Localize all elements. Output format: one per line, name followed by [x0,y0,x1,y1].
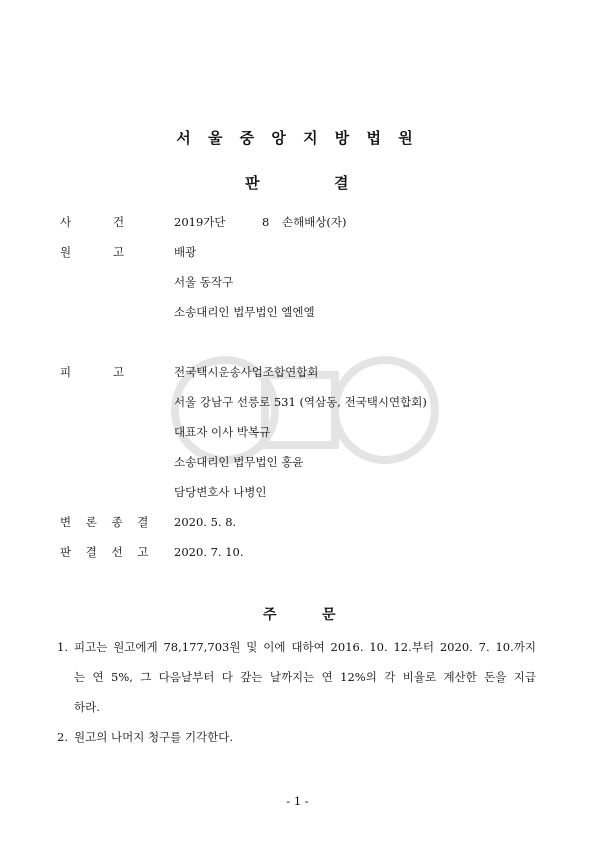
plaintiff-address: 서울 동작구 [174,275,234,289]
order-heading-char-1: 주 [263,607,277,623]
plaintiff-label-2: 고 [113,245,125,259]
case-label-1: 사 [60,215,72,229]
defendant-label-2: 고 [113,365,125,379]
defendant-attorney: 담당변호사 나병인 [174,485,267,499]
order-1-line-2: 는 연 5%, 그 다음날부터 다 갚는 날까지는 연 12%의 각 비율로 계산한 돈을 지급 [74,670,536,684]
judgment-date: 2020. 7. 10. [174,545,244,559]
order-1-line-3: 하라. [74,700,100,714]
doc-type-char-1: 판 [245,174,260,192]
order-1-line-1: 피고는 원고에게 78,177,703원 및 이에 대하여 2016. 10. 12.부터 2020. 7. 10.까지 [74,640,536,654]
case-label-2: 건 [113,215,125,229]
plaintiff-name: 배광 [174,245,197,259]
plaintiff-label-1: 원 [60,245,72,259]
hearing-end-label: 변 론 종 결 [60,515,154,529]
order-2-number: 2. [57,730,68,744]
defendant-representative: 대표자 이사 박복규 [174,425,271,439]
case-name: 손해배상(자) [282,215,347,229]
doc-type-char-2: 결 [334,174,349,192]
case-number: 2019가단 [174,215,226,229]
defendant-label-1: 피 [60,365,72,379]
judgment-date-label: 판 결 선 고 [60,545,154,559]
hearing-end-date: 2020. 5. 8. [174,515,237,529]
case-number-suffix: 8 [262,215,270,229]
defendant-name: 전국택시운송사업조합연합회 [174,365,319,379]
page-number: - 1 - [286,794,309,808]
order-1-number: 1. [57,640,68,654]
defendant-counsel: 소송대리인 법무법인 홍윤 [174,455,304,469]
plaintiff-counsel: 소송대리인 법무법인 엘엔엘 [174,305,315,319]
defendant-address: 서울 강남구 선릉로 531 (역삼동, 전국택시연합회) [174,395,427,409]
order-2-line-1: 원고의 나머지 청구를 기각한다. [74,730,234,744]
court-title: 서 울 중 앙 지 방 법 원 [176,129,419,147]
order-heading-char-2: 문 [322,607,336,623]
